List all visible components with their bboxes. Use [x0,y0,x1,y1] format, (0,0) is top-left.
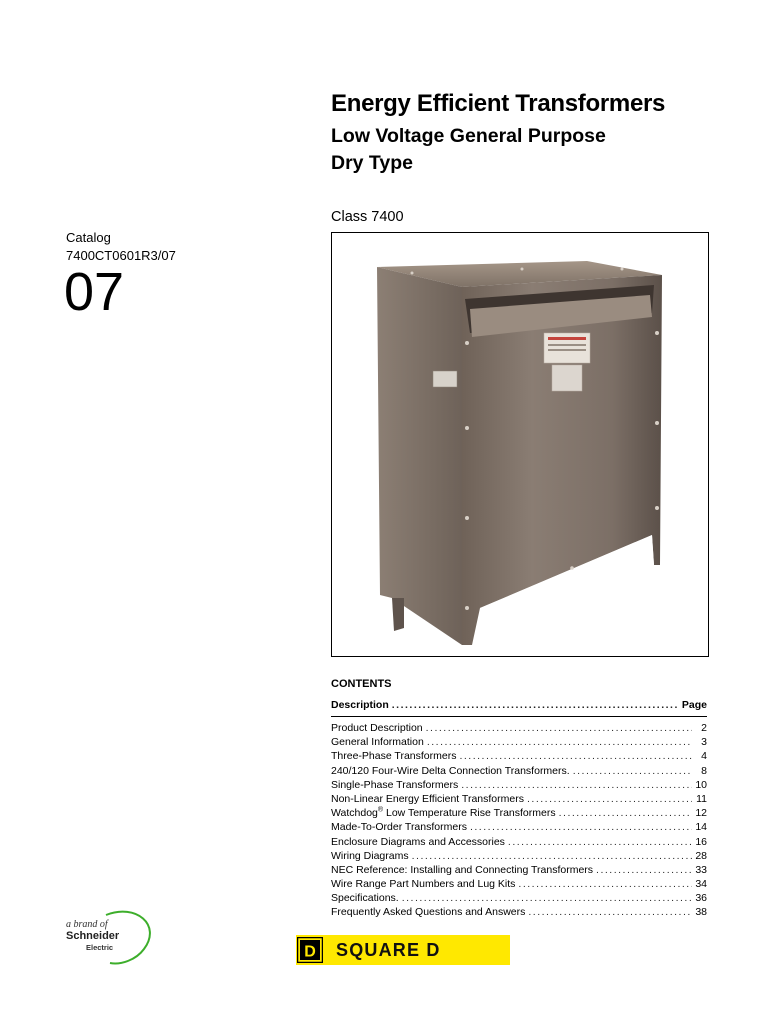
subtitle-line-2: Dry Type [331,152,413,174]
toc-entry-label: Enclosure Diagrams and Accessories [331,835,505,848]
table-of-contents [331,678,707,921]
toc-leader-dots [470,821,692,833]
toc-entry-page: 4 [701,750,707,763]
toc-leader-dots [528,906,692,918]
toc-entry-label: Wiring Diagrams [331,849,409,862]
side-panel [377,267,462,645]
toc-leader-dots [402,892,692,904]
catalog-info [66,229,176,265]
toc-entry[interactable] [331,892,707,906]
toc-leader-dots [596,864,692,876]
toc-entry-label-rest: Low Temperature Rise Transformers [383,807,556,820]
toc-entry-page: 33 [695,863,707,876]
toc-entry[interactable] [331,836,707,850]
toc-entry[interactable] [331,864,707,878]
toc-entry[interactable] [331,779,707,793]
toc-entry-page: 16 [695,835,707,848]
toc-entry-label: Specifications. [331,892,399,905]
toc-entry[interactable] [331,793,707,807]
transformer-enclosure-image [332,233,708,656]
toc-entry-page: 34 [695,878,707,891]
registered-mark: ® [377,806,384,814]
catalog-big-number: 07 [64,262,125,322]
toc-entry-label [331,807,556,819]
toc-entry-label: Single-Phase Transformers [331,778,459,791]
square-d-box-icon [297,937,323,963]
toc-entry[interactable] [331,736,707,750]
catalog-label: Catalog [66,230,111,245]
warning-stripe [548,337,586,340]
toc-entry-page: 38 [695,906,707,919]
square-d-text: SQUARE D [336,940,441,960]
toc-entry-page: 10 [695,778,707,791]
toc-entry-page: 2 [701,722,707,734]
toc-leader-dots [461,779,692,791]
toc-entry[interactable] [331,722,707,736]
toc-entry-page: 12 [695,807,707,820]
toc-entry-label: 240/120 Four-Wire Delta Connection Transformers. [331,764,570,777]
toc-leader-dots [559,807,692,819]
schneider-electric-logo [66,905,156,967]
toc-entry-label-main: Watchdog [331,807,378,820]
subtitle-line-1: Low Voltage General Purpose [331,125,606,147]
toc-entry-label: Non-Linear Energy Efficient Transformers [331,792,524,805]
toc-leader-dots [426,722,692,734]
toc-column-description: Description [331,699,389,711]
schneider-sub: Electric [86,943,114,952]
contents-heading: CONTENTS [331,678,392,690]
toc-entry-page: 11 [696,792,707,805]
label-line [548,344,586,346]
toc-leader-dots [573,765,692,777]
toc-entry-page: 28 [695,849,707,862]
square-d-logo [296,935,510,965]
toc-entry-page: 14 [695,821,707,834]
toc-entry-label: Three-Phase Transformers [331,750,457,763]
toc-leader-dots [518,878,692,890]
toc-entry[interactable] [331,821,707,835]
square-d-box-letter: D [304,943,316,961]
toc-entry[interactable] [331,906,707,920]
page-title: Energy Efficient Transformers [331,90,666,117]
toc-entry-page: 36 [695,892,707,905]
toc-entry-label: Made-To-Order Transformers [331,821,467,834]
schneider-name: Schneider [66,930,120,942]
label-line [548,349,586,351]
toc-entry-label: Frequently Asked Questions and Answers [331,906,526,919]
toc-entry[interactable] [331,750,707,764]
toc-entry-page: 8 [701,764,707,777]
product-photo-frame [331,232,709,657]
side-label [433,371,457,387]
toc-header-row [331,699,707,717]
toc-leader-dots [427,736,692,748]
toc-leader-dots [459,750,692,762]
catalog-number: 7400CT0601R3/07 [66,248,176,263]
left-foot [392,598,404,631]
toc-entry-label: Wire Range Part Numbers and Lug Kits [331,878,516,891]
class-label: Class 7400 [331,209,404,225]
toc-entry[interactable] [331,807,707,821]
toc-entry-label: NEC Reference: Installing and Connecting Transformers [331,863,594,876]
schneider-tagline: a brand of [66,919,108,930]
toc-entry[interactable] [331,765,707,779]
toc-entry-label: General Information [331,736,424,749]
rating-label [552,365,582,391]
toc-entry[interactable] [331,878,707,892]
toc-leader-dots [412,850,692,862]
toc-leader-dots [508,836,692,848]
toc-entry-label: Product Description [331,722,423,734]
toc-leader-dots [527,793,692,805]
toc-leader-dots [392,699,679,711]
toc-entry-page: 3 [701,736,707,749]
toc-column-page: Page [681,699,707,711]
toc-entry[interactable] [331,850,707,864]
